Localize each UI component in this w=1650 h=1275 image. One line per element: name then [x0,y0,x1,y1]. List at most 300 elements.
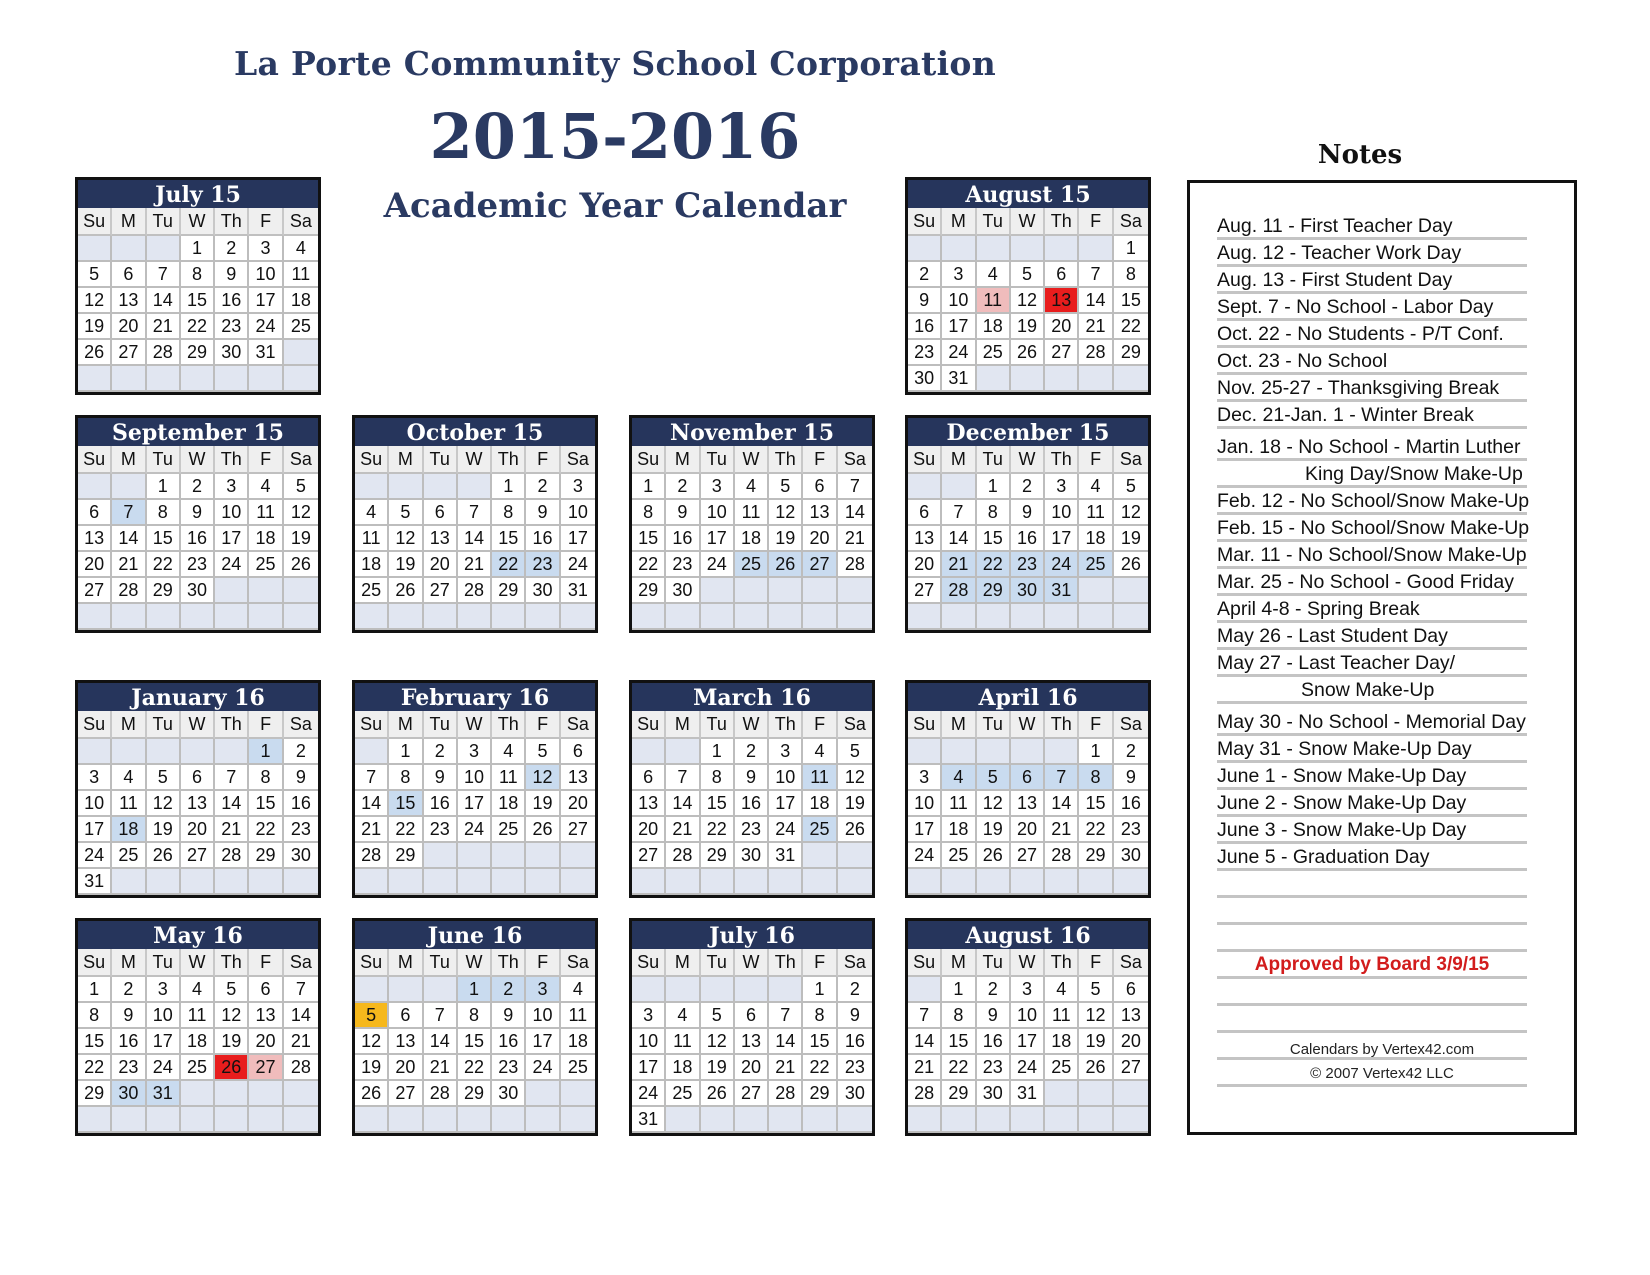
empty-day-cell [112,1107,146,1133]
day-cell: 22 [147,552,181,578]
day-cell: 16 [1114,791,1148,817]
day-cell: 20 [1045,314,1079,340]
day-cell: 29 [803,1081,837,1107]
weekday-label: Th [215,949,249,977]
day-cell: 30 [1011,578,1045,604]
note-line: Feb. 15 - No School/Snow Make-Up [1217,515,1527,542]
day-cell: 26 [1011,340,1045,366]
empty-day-cell [249,366,283,392]
empty-day-cell [769,869,803,895]
day-cell: 30 [908,366,942,392]
day-cell: 18 [942,817,976,843]
weekday-label: Su [632,711,666,739]
weekday-label: Sa [284,949,318,977]
day-cell: 31 [249,340,283,366]
month-title: June 16 [355,921,595,949]
empty-day-cell [112,474,146,500]
day-cell: 10 [215,500,249,526]
day-cell: 4 [1045,977,1079,1003]
day-cell: 30 [181,578,215,604]
note-line: June 5 - Graduation Day [1217,844,1527,871]
day-cell: 17 [561,526,595,552]
empty-day-cell [78,474,112,500]
day-cell: 28 [147,340,181,366]
day-cell: 30 [215,340,249,366]
day-cell: 16 [1011,526,1045,552]
day-cell: 1 [632,474,666,500]
day-cell: 18 [249,526,283,552]
day-cell: 16 [284,791,318,817]
day-cell: 7 [112,500,146,526]
empty-day-cell [735,1107,769,1133]
weekday-label: Tu [147,208,181,236]
day-cell: 23 [181,552,215,578]
day-cell: 27 [803,552,837,578]
empty-day-cell [389,869,423,895]
empty-day-cell [838,1107,872,1133]
day-cell: 28 [666,843,700,869]
weekday-label: Tu [977,711,1011,739]
empty-day-cell [284,366,318,392]
note-line [1217,871,1527,898]
day-cell: 31 [561,578,595,604]
weekday-label: Sa [284,208,318,236]
weekday-label: Tu [147,949,181,977]
day-cell: 29 [492,578,526,604]
day-cell: 7 [666,765,700,791]
empty-day-cell [284,869,318,895]
day-cell: 25 [284,314,318,340]
note-line: King Day/Snow Make-Up [1217,461,1527,488]
month-title: May 16 [78,921,318,949]
day-cell: 3 [701,474,735,500]
day-cell: 14 [942,526,976,552]
month-title: July 16 [632,921,872,949]
day-cell: 22 [1079,817,1113,843]
weekday-label: W [1011,711,1045,739]
day-cell: 3 [249,236,283,262]
day-cell: 27 [735,1081,769,1107]
day-cell: 14 [666,791,700,817]
day-cell: 1 [181,236,215,262]
day-cell: 31 [769,843,803,869]
weekday-label: W [181,446,215,474]
day-cell: 2 [424,739,458,765]
day-cell: 25 [355,578,389,604]
day-cell: 7 [458,500,492,526]
day-cell: 9 [1011,500,1045,526]
day-cell: 22 [942,1055,976,1081]
day-cell: 18 [803,791,837,817]
empty-day-cell [942,604,976,630]
day-cell: 23 [1114,817,1148,843]
month-grid [908,208,1148,392]
empty-day-cell [492,1107,526,1133]
day-cell: 30 [666,578,700,604]
weekday-label: W [1011,446,1045,474]
empty-day-cell [215,869,249,895]
day-cell: 25 [561,1055,595,1081]
weekday-label: Th [1045,446,1079,474]
empty-day-cell [215,578,249,604]
day-cell: 9 [181,500,215,526]
empty-day-cell [1114,578,1148,604]
day-cell: 26 [769,552,803,578]
day-cell: 21 [1045,817,1079,843]
day-cell: 8 [1079,765,1113,791]
day-cell: 26 [1079,1055,1113,1081]
day-cell: 11 [1079,500,1113,526]
empty-day-cell [249,604,283,630]
day-cell: 15 [632,526,666,552]
month-grid [908,446,1148,630]
empty-day-cell [977,869,1011,895]
day-cell: 25 [1045,1055,1079,1081]
day-cell: 12 [284,500,318,526]
month-grid [78,208,318,392]
empty-day-cell [147,236,181,262]
weekday-label: F [526,446,560,474]
empty-day-cell [181,869,215,895]
weekday-label: Th [1045,949,1079,977]
month-title: October 15 [355,418,595,446]
weekday-label: Sa [838,711,872,739]
day-cell: 10 [78,791,112,817]
empty-day-cell [215,366,249,392]
day-cell: 30 [492,1081,526,1107]
day-cell: 1 [249,739,283,765]
day-cell: 17 [78,817,112,843]
weekday-label: F [526,711,560,739]
weekday-label: Su [908,949,942,977]
day-cell: 23 [424,817,458,843]
day-cell: 13 [561,765,595,791]
day-cell: 12 [838,765,872,791]
empty-day-cell [526,843,560,869]
note-line: Mar. 11 - No School/Snow Make-Up [1217,542,1527,569]
day-cell: 29 [1079,843,1113,869]
day-cell: 20 [424,552,458,578]
day-cell: 9 [1114,765,1148,791]
day-cell: 4 [492,739,526,765]
day-cell: 12 [1114,500,1148,526]
weekday-label: Su [632,446,666,474]
note-line: May 31 - Snow Make-Up Day [1217,736,1527,763]
month-grid [78,949,318,1133]
day-cell: 15 [181,288,215,314]
day-cell: 23 [112,1055,146,1081]
day-cell: 18 [735,526,769,552]
weekday-label: M [389,446,423,474]
day-cell: 22 [1114,314,1148,340]
day-cell: 24 [78,843,112,869]
empty-day-cell [526,869,560,895]
empty-day-cell [735,578,769,604]
day-cell: 29 [701,843,735,869]
day-cell: 13 [1045,288,1079,314]
month-title: September 15 [78,418,318,446]
month-title: January 16 [78,683,318,711]
day-cell: 15 [249,791,283,817]
day-cell: 1 [458,977,492,1003]
weekday-label: F [1079,208,1113,236]
day-cell: 16 [181,526,215,552]
day-cell: 21 [458,552,492,578]
note-line: Aug. 13 - First Student Day [1217,267,1527,294]
day-cell: 23 [492,1055,526,1081]
weekday-label: W [181,711,215,739]
day-cell: 25 [181,1055,215,1081]
day-cell: 29 [1114,340,1148,366]
note-line: Nov. 25-27 - Thanksgiving Break [1217,375,1527,402]
weekday-label: M [389,711,423,739]
weekday-label: W [735,949,769,977]
empty-day-cell [942,739,976,765]
weekday-label: Sa [561,711,595,739]
empty-day-cell [424,1107,458,1133]
weekday-label: M [666,711,700,739]
weekday-label: Sa [284,711,318,739]
day-cell: 11 [803,765,837,791]
day-cell: 18 [112,817,146,843]
day-cell: 21 [666,817,700,843]
empty-day-cell [492,604,526,630]
day-cell: 20 [112,314,146,340]
day-cell: 28 [215,843,249,869]
day-cell: 26 [701,1081,735,1107]
day-cell: 11 [492,765,526,791]
empty-day-cell [78,739,112,765]
empty-day-cell [1045,1107,1079,1133]
day-cell: 13 [181,791,215,817]
day-cell: 6 [112,262,146,288]
day-cell: 4 [284,236,318,262]
day-cell: 24 [458,817,492,843]
weekday-label: Su [78,711,112,739]
empty-day-cell [181,604,215,630]
empty-day-cell [78,366,112,392]
empty-day-cell [181,1081,215,1107]
empty-day-cell [1114,1081,1148,1107]
day-cell: 6 [424,500,458,526]
weekday-label: Tu [147,711,181,739]
day-cell: 3 [1011,977,1045,1003]
day-cell: 12 [355,1029,389,1055]
day-cell: 30 [526,578,560,604]
empty-day-cell [735,869,769,895]
empty-day-cell [147,869,181,895]
day-cell: 30 [735,843,769,869]
day-cell: 5 [284,474,318,500]
day-cell: 28 [1079,340,1113,366]
day-cell: 9 [215,262,249,288]
day-cell: 25 [803,817,837,843]
empty-day-cell [838,604,872,630]
note-line: Aug. 11 - First Teacher Day [1217,213,1527,240]
month-title: August 16 [908,921,1148,949]
empty-day-cell [78,1107,112,1133]
day-cell: 5 [977,765,1011,791]
weekday-label: F [1079,446,1113,474]
empty-day-cell [1011,739,1045,765]
empty-day-cell [458,869,492,895]
month-grid [908,949,1148,1133]
day-cell: 26 [526,817,560,843]
month-grid [632,446,872,630]
weekday-label: F [803,711,837,739]
day-cell: 8 [492,500,526,526]
empty-day-cell [355,977,389,1003]
month-grid [632,711,872,895]
day-cell: 16 [526,526,560,552]
empty-day-cell [1079,578,1113,604]
day-cell: 30 [977,1081,1011,1107]
empty-day-cell [908,604,942,630]
weekday-label: M [942,711,976,739]
day-cell: 21 [769,1055,803,1081]
empty-day-cell [701,578,735,604]
day-cell: 7 [942,500,976,526]
weekday-label: F [1079,711,1113,739]
weekday-label: Th [769,711,803,739]
empty-day-cell [1011,604,1045,630]
weekday-label: F [1079,949,1113,977]
empty-day-cell [977,236,1011,262]
day-cell: 22 [181,314,215,340]
empty-day-cell [458,843,492,869]
month-calendar [905,177,1151,395]
day-cell: 17 [458,791,492,817]
weekday-label: Sa [561,446,595,474]
empty-day-cell [942,474,976,500]
day-cell: 8 [632,500,666,526]
day-cell: 7 [838,474,872,500]
day-cell: 18 [561,1029,595,1055]
day-cell: 29 [458,1081,492,1107]
weekday-label: F [249,949,283,977]
day-cell: 16 [666,526,700,552]
day-cell: 1 [977,474,1011,500]
month-calendar [905,415,1151,633]
month-calendar [905,918,1151,1136]
day-cell: 28 [284,1055,318,1081]
day-cell: 12 [1079,1003,1113,1029]
day-cell: 4 [112,765,146,791]
empty-day-cell [249,1107,283,1133]
day-cell: 30 [1114,843,1148,869]
day-cell: 22 [458,1055,492,1081]
day-cell: 1 [1114,236,1148,262]
day-cell: 6 [1045,262,1079,288]
empty-day-cell [1079,1081,1113,1107]
month-calendar [352,415,598,633]
day-cell: 6 [1011,765,1045,791]
empty-day-cell [284,578,318,604]
day-cell: 23 [838,1055,872,1081]
day-cell: 1 [1079,739,1113,765]
day-cell: 4 [1079,474,1113,500]
empty-day-cell [701,1107,735,1133]
day-cell: 5 [78,262,112,288]
empty-day-cell [112,604,146,630]
day-cell: 17 [526,1029,560,1055]
weekday-label: M [112,208,146,236]
empty-day-cell [977,739,1011,765]
month-grid [355,711,595,895]
day-cell: 20 [78,552,112,578]
day-cell: 2 [284,739,318,765]
empty-day-cell [284,1107,318,1133]
day-cell: 24 [561,552,595,578]
day-cell: 15 [701,791,735,817]
empty-day-cell [249,1081,283,1107]
note-line: Aug. 12 - Teacher Work Day [1217,240,1527,267]
day-cell: 9 [284,765,318,791]
month-calendar [75,415,321,633]
empty-day-cell [632,977,666,1003]
empty-day-cell [215,739,249,765]
day-cell: 12 [78,288,112,314]
empty-day-cell [284,340,318,366]
empty-day-cell [458,1107,492,1133]
note-line: Oct. 23 - No School [1217,348,1527,375]
day-cell: 13 [112,288,146,314]
day-cell: 18 [1045,1029,1079,1055]
day-cell: 24 [942,340,976,366]
day-cell: 27 [389,1081,423,1107]
day-cell: 24 [701,552,735,578]
day-cell: 13 [632,791,666,817]
empty-day-cell [389,474,423,500]
day-cell: 7 [1045,765,1079,791]
day-cell: 19 [769,526,803,552]
day-cell: 11 [249,500,283,526]
empty-day-cell [769,604,803,630]
weekday-label: Su [78,949,112,977]
empty-day-cell [561,869,595,895]
empty-day-cell [908,1107,942,1133]
empty-day-cell [803,869,837,895]
empty-day-cell [803,578,837,604]
day-cell: 6 [78,500,112,526]
day-cell: 2 [735,739,769,765]
day-cell: 25 [735,552,769,578]
weekday-label: Su [632,949,666,977]
day-cell: 28 [908,1081,942,1107]
empty-day-cell [908,869,942,895]
day-cell: 8 [78,1003,112,1029]
note-line [1217,925,1527,952]
empty-day-cell [803,604,837,630]
month-calendar [629,415,875,633]
weekday-label: Th [769,949,803,977]
empty-day-cell [632,869,666,895]
day-cell: 7 [284,977,318,1003]
day-cell: 19 [355,1055,389,1081]
empty-day-cell [666,869,700,895]
day-cell: 12 [977,791,1011,817]
day-cell: 1 [701,739,735,765]
day-cell: 8 [181,262,215,288]
day-cell: 2 [112,977,146,1003]
weekday-label: M [112,949,146,977]
day-cell: 20 [1011,817,1045,843]
day-cell: 18 [666,1055,700,1081]
day-cell: 12 [1011,288,1045,314]
day-cell: 26 [389,578,423,604]
day-cell: 19 [1079,1029,1113,1055]
day-cell: 26 [78,340,112,366]
